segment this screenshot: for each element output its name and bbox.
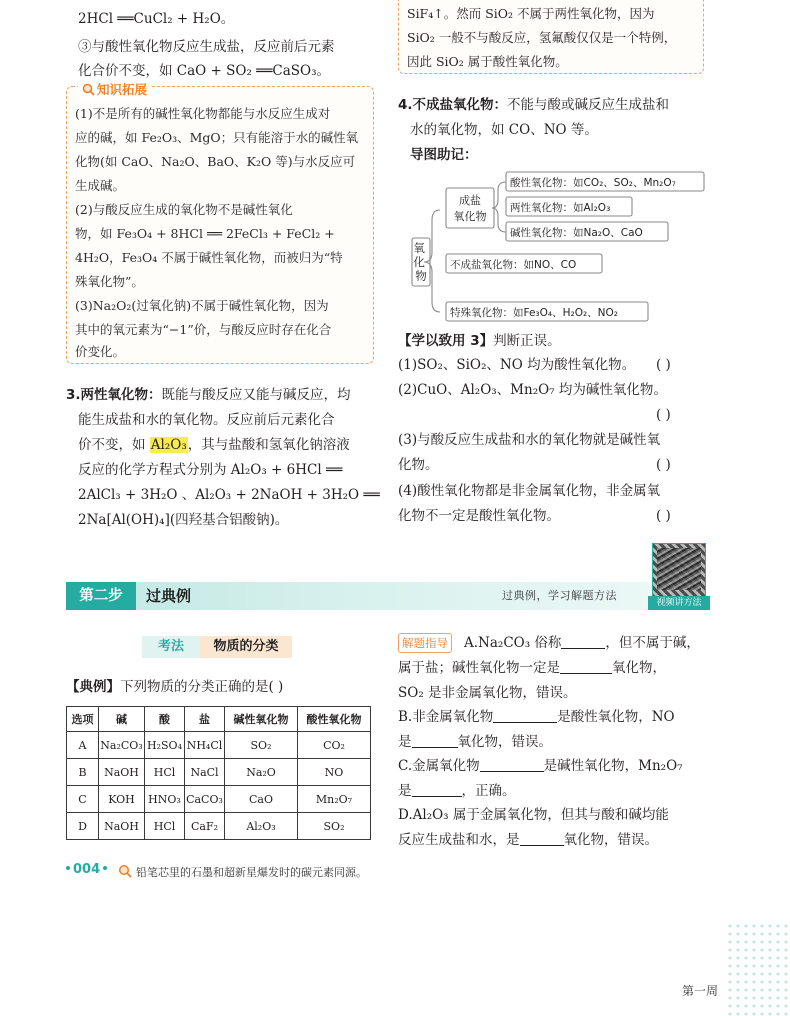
table-header-row <box>67 707 371 732</box>
table-cell: SO₂ <box>225 732 298 759</box>
practice-q3-line-1: (3)与酸反应生成盐和水的氧化物就是碱性氧 <box>398 432 661 448</box>
item-4-line-2: 水的氧化物，如 CO、NO 等。 <box>410 122 598 138</box>
practice-q4-answer-bracket[interactable]: ( ) <box>656 508 671 524</box>
practice-q3-line-2: 化物。 <box>398 457 439 473</box>
hint-a-line-1 <box>464 634 700 652</box>
hint-a-blank-2[interactable] <box>560 660 612 674</box>
oxide-classification-mindmap <box>410 168 710 326</box>
practice-title: 【学以致用 3】 <box>398 333 494 349</box>
table-cell: C <box>67 786 99 813</box>
table-cell: NH₄Cl <box>185 732 225 759</box>
hint-a-line-2-b: 氧化物， <box>612 660 666 676</box>
hint-a-blank-1[interactable] <box>561 635 605 649</box>
point-3-line-1: ③与酸性氧化物反应生成盐，反应前后元素 <box>78 39 335 55</box>
table-cell: Al₂O₃ <box>225 813 298 840</box>
example-question <box>66 678 283 696</box>
silica-note-box <box>398 0 704 74</box>
table-cell: NaOH <box>99 813 145 840</box>
table-header-basic-oxide: 碱性氧化物 <box>225 707 298 732</box>
table-cell: NaCl <box>185 759 225 786</box>
table-cell: B <box>67 759 99 786</box>
item-3-line-3-b: ，其与盐酸和氢氧化钠溶液 <box>187 437 350 453</box>
table-row <box>67 732 371 759</box>
item-3-line-1 <box>66 386 351 404</box>
knowledge-extension-box <box>66 86 374 364</box>
item-3-line-6: 2Na[Al(OH)₄](四羟基合铝酸钠)。 <box>78 512 289 528</box>
section-subtitle: 过典例，学习解题方法 <box>502 589 617 602</box>
exam-method-topic: 物质的分类 <box>200 636 292 658</box>
table-cell: SO₂ <box>298 813 371 840</box>
table-cell: A <box>67 732 99 759</box>
practice-q2: (2)CuO、Al₂O₃、Mn₂O₇ 均为碱性氧化物。 <box>398 382 667 398</box>
hint-a-line-1-a: A.Na₂CO₃ 俗称 <box>464 635 562 651</box>
equation-hcl-cuo: 2HCl ══CuCl₂ + H₂O。 <box>78 11 235 27</box>
mindmap-salt-label-2: 氧化物 <box>453 210 487 223</box>
hint-d-line-2-a: 反应生成盐和水，是 <box>398 832 520 848</box>
mindmap-salt-label-1: 成盐 <box>459 194 481 207</box>
knowledge-extension-title-text: 知识拓展 <box>97 82 148 97</box>
item-4-line-1-rest: 不能与酸或碱反应生成盐和 <box>507 97 670 113</box>
hint-b-line-2 <box>398 733 552 751</box>
table-header-acid: 酸 <box>145 707 185 732</box>
mindmap-acidic-label: 酸性氧化物：如CO₂、SO₂、Mn₂O₇ <box>510 177 676 189</box>
point-3-line-2: 化合价不变，如 CaO + SO₂ ══CaSO₃。 <box>78 63 331 79</box>
practice-q1-answer-bracket[interactable]: ( ) <box>656 357 671 373</box>
hint-b-line-2-b: 氧化物，错误。 <box>457 734 552 750</box>
item-3-line-1-rest: 既能与酸反应又能与碱反应，均 <box>161 387 351 403</box>
hint-d-line-2-b: 氧化物，错误。 <box>563 832 658 848</box>
table-cell: HCl <box>145 759 185 786</box>
mindmap-nonsalt-label: 不成盐氧化物：如NO、CO <box>450 259 577 271</box>
ext-line-6: 物，如 Fe₃O₄ + 8HCl ══ 2FeCl₃ + FeCl₂ + <box>75 226 335 241</box>
table-header-salt: 盐 <box>185 707 225 732</box>
item-3-line-5: 2AlCl₃ + 3H₂O 、Al₂O₃ + 2NaOH + 3H₂O ══ <box>78 487 380 503</box>
hint-d-line-2 <box>398 831 658 849</box>
solution-guide-label: 解题指导 <box>398 633 452 653</box>
mindmap-root-label <box>413 241 428 283</box>
hint-c-line-2 <box>398 782 516 800</box>
ext-line-9: (3)Na₂O₂(过氧化钠)不属于碱性氧化物，因为 <box>75 298 329 313</box>
practice-q4-line-2: 化物不一定是酸性氧化物。 <box>398 508 560 524</box>
table-row <box>67 813 371 840</box>
highlighted-al2o3: Al₂O₃ <box>150 437 187 453</box>
ext-line-10: 其中的氧元素为“−1”价，与酸反应时存在化合 <box>75 322 332 337</box>
hint-d-blank-1[interactable] <box>520 832 564 846</box>
item-3-number: 3. <box>66 387 81 403</box>
item-4-term: 不成盐氧化物： <box>412 97 508 113</box>
mindmap-root-char-1: 氧 <box>413 241 425 255</box>
table-cell: H₂SO₄ <box>145 732 185 759</box>
note-line-1: SiF₄↑。然而 SiO₂ 不属于两性氧化物，因为 <box>407 6 655 21</box>
hint-a-line-2-a: 属于盐；碱性氧化物一定是 <box>398 660 560 676</box>
practice-q4-line-1: (4)酸性氧化物都是非金属氧化物，非金属氧 <box>398 483 661 499</box>
hint-c-line-2-a: 是 <box>398 783 412 799</box>
item-4-line-1 <box>398 96 669 114</box>
table-cell: KOH <box>99 786 145 813</box>
hint-c-line-1-a: C.金属氧化物 <box>398 758 480 774</box>
page-number-dot-right <box>103 866 107 870</box>
table-cell: CO₂ <box>298 732 371 759</box>
hint-c-blank-1[interactable] <box>480 758 544 772</box>
hint-b-blank-2[interactable] <box>412 734 458 748</box>
item-3-term: 两性氧化物： <box>80 387 162 403</box>
decorative-dot-pattern <box>726 922 790 1016</box>
week-label: 第一周 <box>682 984 719 998</box>
hint-a-line-2 <box>398 659 666 677</box>
practice-q1: (1)SO₂、SiO₂、NO 均为酸性氧化物。 <box>398 357 636 373</box>
table-header-base: 碱 <box>99 707 145 732</box>
page-number <box>66 862 107 877</box>
ext-line-2: 应的碱，如 Fe₂O₃、MgO；只有能溶于水的碱性氧 <box>75 130 359 145</box>
section-title: 过典例 <box>146 587 192 605</box>
table-cell: CaCO₃ <box>185 786 225 813</box>
hint-b-line-2-a: 是 <box>398 734 412 750</box>
exam-method-tag: 考法 <box>142 636 200 658</box>
table-cell: D <box>67 813 99 840</box>
qr-pattern <box>657 548 701 590</box>
item-4-number: 4. <box>398 97 413 113</box>
mindmap-special-label: 特殊氧化物：如Fe₃O₄、H₂O₂、NO₂ <box>450 307 619 319</box>
table-cell: HCl <box>145 813 185 840</box>
practice-q3-answer-bracket[interactable]: ( ) <box>656 457 671 473</box>
ext-line-5: (2)与酸反应生成的氧化物不是碱性氧化 <box>75 202 293 217</box>
note-line-2: SiO₂ 一般不与酸反应，氢氟酸仅仅是一个特例， <box>407 30 677 45</box>
mindmap-basic-label: 碱性氧化物：如Na₂O、CaO <box>510 227 643 239</box>
table-row <box>67 786 371 813</box>
hint-a-line-3: SO₂ 是非金属氧化物，错误。 <box>398 685 577 701</box>
magnifier-icon <box>82 83 95 96</box>
hint-b-line-1-a: B.非金属氧化物 <box>398 709 494 725</box>
note-line-3: 因此 SiO₂ 属于酸性氧化物。 <box>407 54 568 69</box>
fun-fact: 铅笔芯里的石墨和超新星爆发时的碳元素同源。 <box>136 866 367 879</box>
practice-title-line <box>398 332 561 350</box>
item-3-line-4: 反应的化学方程式分别为 Al₂O₃ + 6HCl ══ <box>78 462 343 478</box>
hint-c-line-1-b: 是碱性氧化物，Mn₂O₇ <box>543 758 683 774</box>
table-cell: Mn₂O₇ <box>298 786 371 813</box>
ext-line-7: 4H₂O，Fe₃O₄ 不属于碱性氧化物，而被归为“特 <box>75 250 343 265</box>
hint-d-line-1: D.Al₂O₃ 属于金属氧化物，但其与酸和碱均能 <box>398 807 669 823</box>
hint-c-blank-2[interactable] <box>412 783 462 797</box>
mindmap-guide-label: 导图助记： <box>410 147 478 163</box>
table-header-acidic-oxide: 酸性氧化物 <box>298 707 371 732</box>
table-row <box>67 759 371 786</box>
ext-line-11: 价变化。 <box>75 344 126 359</box>
example-tag: 【典例】 <box>66 679 120 695</box>
table-cell: HNO₃ <box>145 786 185 813</box>
hint-a-line-1-b: ，但不属于碱， <box>605 635 700 651</box>
example-question-text: 下列物质的分类正确的是( ) <box>120 679 284 695</box>
hint-c-line-2-b: ，正确。 <box>461 783 516 799</box>
table-header-option: 选项 <box>67 707 99 732</box>
practice-title-rest: 判断正误。 <box>493 333 561 349</box>
mindmap-amphoteric-label: 两性氧化物：如Al₂O₃ <box>510 202 611 214</box>
classification-table <box>66 706 371 840</box>
ext-line-8: 殊氧化物”。 <box>75 274 144 289</box>
table-cell: CaF₂ <box>185 813 225 840</box>
table-cell: NaOH <box>99 759 145 786</box>
table-cell: NO <box>298 759 371 786</box>
hint-b-blank-1[interactable] <box>493 709 557 723</box>
ext-line-4: 生成碱。 <box>75 178 126 193</box>
table-cell: CaO <box>225 786 298 813</box>
table-cell: Na₂O <box>225 759 298 786</box>
table-cell: Na₂CO₃ <box>99 732 145 759</box>
mindmap-root-char-2: 化 <box>413 255 425 269</box>
magnifier-icon <box>118 864 132 878</box>
video-qr-code[interactable] <box>652 543 706 599</box>
item-3-line-3-a: 价不变，如 <box>78 437 150 453</box>
knowledge-extension-title <box>78 80 151 98</box>
ext-line-3: 化物(如 CaO、Na₂O、BaO、K₂O 等)与水反应可 <box>75 154 356 169</box>
item-3-line-2: 能生成盐和水的氧化物。反应前后元素化合 <box>78 412 335 428</box>
hint-c-line-1 <box>398 757 683 775</box>
video-qr-caption[interactable]: 视频讲方法 <box>648 596 710 610</box>
step-label: 第二步 <box>66 582 136 610</box>
page-number-text: 004 <box>73 862 101 877</box>
hint-b-line-1-b: 是酸性氧化物，NO <box>557 709 675 725</box>
item-3-line-3 <box>78 436 350 454</box>
ext-line-1: (1)不是所有的碱性氧化物都能与水反应生成对 <box>75 106 331 121</box>
mindmap-root-char-3: 物 <box>415 269 427 283</box>
page-number-dot <box>66 866 70 870</box>
practice-q2-answer-bracket[interactable]: ( ) <box>656 407 671 423</box>
hint-b-line-1 <box>398 708 675 726</box>
